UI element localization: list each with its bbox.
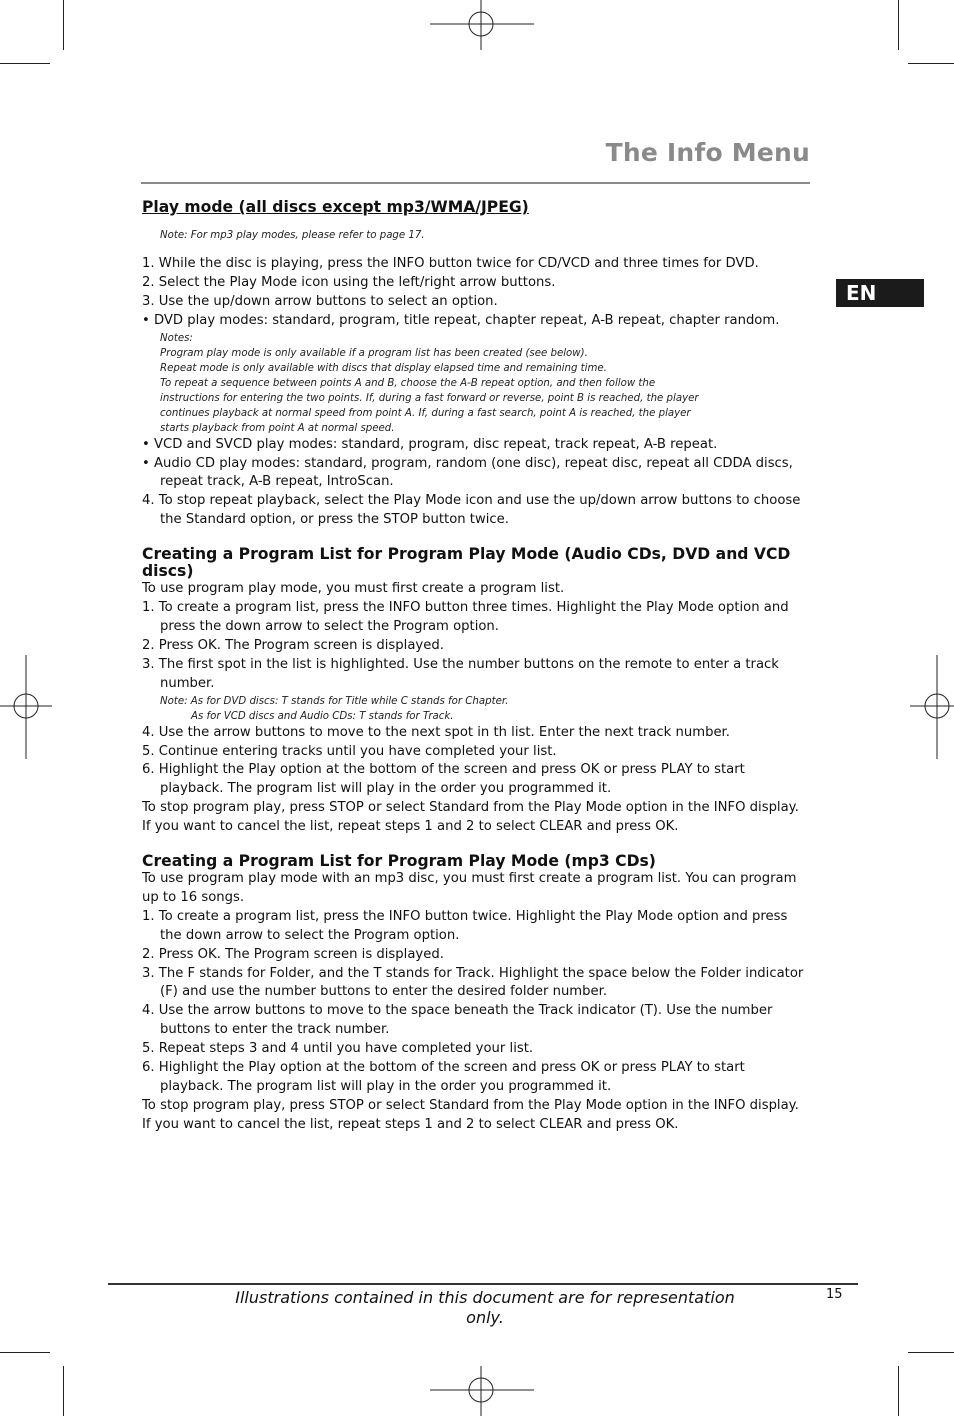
title-divider [141, 182, 810, 184]
crop-mark [908, 1352, 954, 1353]
paragraph: To use program play mode, you must first create a program list. [142, 581, 565, 597]
list-item: 5. Continue entering tracks until you have completed your list. [142, 743, 557, 759]
list-item: 4. To stop repeat playback, select the Play Mode icon and use the up/down arrow buttons to choose the Standard option, or press the STOP button twice. [142, 493, 801, 528]
list-item: 3. The F stands for Folder, and the T stands for Track. Highlight the space below the Folder indicator (F) and use the number buttons to enter the desired folder number. [142, 965, 804, 1000]
crop-mark [0, 63, 50, 64]
paragraph: To stop program play, press STOP or select Standard from the Play Mode option in the INFO display. [142, 800, 799, 816]
note-line: Repeat mode is only available with discs that display elapsed time and remaining time. [160, 362, 607, 374]
note-line: As for VCD discs and Audio CDs: T stands for Track. [191, 710, 454, 722]
list-item: 2. Press OK. The Program screen is displayed. [142, 637, 444, 653]
footer-disclaimer: Illustrations contained in this document are for representation only. [235, 1288, 735, 1327]
note-line: Program play mode is only available if a program list has been created (see below). [160, 347, 588, 359]
list-item: 2. Press OK. The Program screen is displayed. [142, 946, 444, 962]
list-item: 6. Highlight the Play option at the bottom of the screen and press OK or press PLAY to start playback. The program list will play in the order you programmed it. [142, 1060, 745, 1094]
registration-mark-bottom [430, 1366, 534, 1416]
crop-mark [0, 1352, 50, 1353]
paragraph: To use program play mode with an mp3 disc, you must first create a program list. You can program up to 16 songs. [142, 871, 797, 905]
footer-divider [108, 1283, 858, 1285]
list-item: 1. To create a program list, press the INFO button twice. Highlight the Play Mode option and press the down arrow to select the Program option. [142, 908, 788, 943]
registration-mark-left [0, 655, 52, 759]
crop-mark [908, 63, 954, 64]
language-tab: EN [836, 279, 924, 307]
list-item: 1. While the disc is playing, press the INFO button twice for CD/VCD and three times for DVD. [142, 256, 759, 271]
list-item: • Audio CD play modes: standard, program, random (one disc), repeat disc, repeat all CDDA discs, repeat track, A-B repeat, IntroScan. [142, 455, 793, 490]
crop-mark [63, 0, 64, 50]
main-content [142, 199, 810, 1135]
note-line: instructions for entering the two points. If, during a fast forward or reverse, point B is reached, the player [160, 392, 699, 404]
page-number: 15 [826, 1287, 843, 1302]
list-item: 3. Use the up/down arrow buttons to select an option. [142, 293, 498, 309]
section-heading-play-mode: Play mode (all discs except mp3/WMA/JPEG) [142, 198, 529, 216]
list-item: 4. Use the arrow buttons to move to the space beneath the Track indicator (T). Use the number buttons to enter the track number. [142, 1003, 773, 1038]
registration-mark-top [430, 0, 534, 50]
section-heading-program-list-mp3: Creating a Program List for Program Play Mode (mp3 CDs) [142, 852, 656, 871]
list-item: 2. Select the Play Mode icon using the left/right arrow buttons. [142, 274, 556, 290]
list-item: 3. The first spot in the list is highlighted. Use the number buttons on the remote to enter a track number. [142, 656, 779, 691]
note-line: Notes: [160, 332, 193, 344]
note-line: starts playback from point A at normal speed. [160, 422, 395, 434]
note-line: continues playback at normal speed from point A. If, during a fast search, point A is reached, the player [160, 407, 691, 419]
list-item: 1. To create a program list, press the INFO button three times. Highlight the Play Mode option and press the down arrow to select the Program option. [142, 600, 789, 634]
crop-mark [898, 0, 899, 50]
crop-mark [898, 1366, 899, 1416]
registration-mark-right [910, 655, 954, 759]
note-line: To repeat a sequence between points A and B, choose the A-B repeat option, and then follow the [160, 377, 656, 389]
list-item: 6. Highlight the Play option at the bottom of the screen and press OK or press PLAY to start playback. The program list will play in the order you programmed it. [142, 762, 745, 797]
page-title: The Info Menu [605, 138, 810, 167]
crop-mark [63, 1366, 64, 1416]
list-item: • VCD and SVCD play modes: standard, program, disc repeat, track repeat, A-B repeat. [142, 436, 718, 452]
note-mp3-reference: Note: For mp3 play modes, please refer to page 17. [160, 230, 425, 241]
paragraph: If you want to cancel the list, repeat steps 1 and 2 to select CLEAR and press OK. [142, 819, 679, 835]
list-item: • DVD play modes: standard, program, title repeat, chapter repeat, A-B repeat, chapter random. [142, 312, 780, 328]
paragraph: If you want to cancel the list, repeat steps 1 and 2 to select CLEAR and press OK. [142, 1116, 679, 1132]
paragraph: To stop program play, press STOP or select Standard from the Play Mode option in the INFO display. [142, 1097, 799, 1113]
list-item: 4. Use the arrow buttons to move to the next spot in th list. Enter the next track number. [142, 724, 730, 740]
list-item: 5. Repeat steps 3 and 4 until you have completed your list. [142, 1041, 534, 1057]
section-heading-program-list: Creating a Program List for Program Play Mode (Audio CDs, DVD and VCD discs) [142, 545, 791, 581]
note-line: Note: As for DVD discs: T stands for Title while C stands for Chapter. [160, 695, 509, 707]
